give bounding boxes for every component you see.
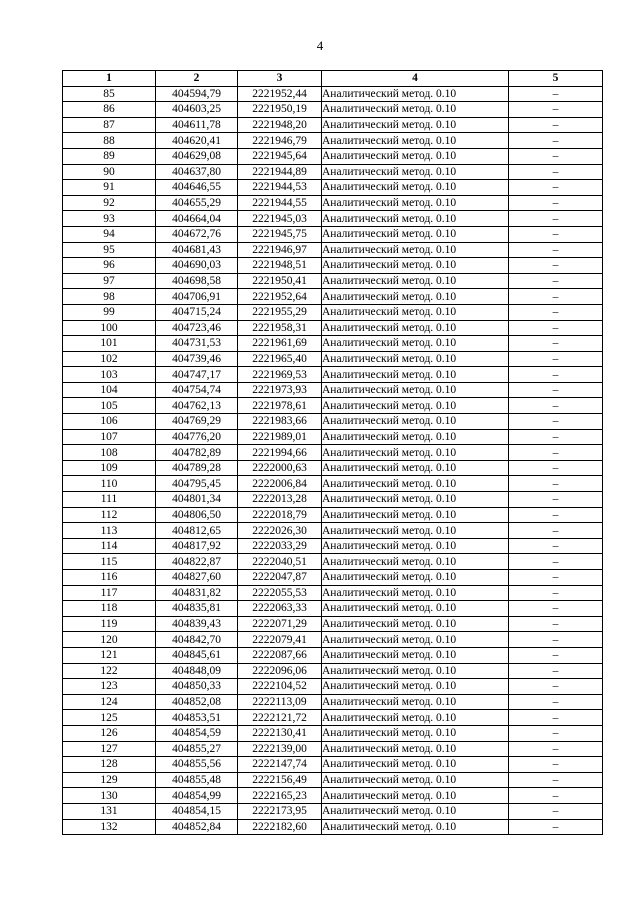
x-coordinate-cell: 404855,27 — [156, 741, 238, 757]
method-cell: Аналитический метод. 0.10 — [322, 289, 509, 305]
x-coordinate-cell: 404762,13 — [156, 398, 238, 414]
point-number-cell: 129 — [63, 772, 156, 788]
method-cell: Аналитический метод. 0.10 — [322, 133, 509, 149]
point-number-cell: 132 — [63, 819, 156, 835]
coordinates-table — [62, 70, 603, 835]
y-coordinate-cell: 2222026,30 — [238, 523, 322, 539]
note-cell: – — [509, 803, 603, 819]
table-row — [63, 289, 603, 305]
page-number: 4 — [316, 38, 324, 53]
note-cell: – — [509, 647, 603, 663]
y-coordinate-cell: 2221945,64 — [238, 148, 322, 164]
y-coordinate-cell: 2222000,63 — [238, 460, 322, 476]
note-cell: – — [509, 367, 603, 383]
point-number-cell: 106 — [63, 414, 156, 430]
point-number-cell: 99 — [63, 304, 156, 320]
point-number-cell: 122 — [63, 663, 156, 679]
y-coordinate-cell: 2221961,69 — [238, 336, 322, 352]
y-coordinate-cell: 2222079,41 — [238, 632, 322, 648]
note-cell: – — [509, 741, 603, 757]
method-cell: Аналитический метод. 0.10 — [322, 507, 509, 523]
x-coordinate-cell: 404848,09 — [156, 663, 238, 679]
note-cell: – — [509, 538, 603, 554]
method-cell: Аналитический метод. 0.10 — [322, 803, 509, 819]
method-cell: Аналитический метод. 0.10 — [322, 476, 509, 492]
point-number-cell: 96 — [63, 258, 156, 274]
method-cell: Аналитический метод. 0.10 — [322, 694, 509, 710]
note-cell: – — [509, 819, 603, 835]
column-header-3: 3 — [238, 71, 322, 87]
point-number-cell: 105 — [63, 398, 156, 414]
point-number-cell: 85 — [63, 86, 156, 102]
note-cell: – — [509, 445, 603, 461]
y-coordinate-cell: 2221958,31 — [238, 320, 322, 336]
note-cell: – — [509, 772, 603, 788]
point-number-cell: 93 — [63, 211, 156, 227]
y-coordinate-cell: 2221955,29 — [238, 304, 322, 320]
note-cell: – — [509, 86, 603, 102]
method-cell: Аналитический метод. 0.10 — [322, 663, 509, 679]
x-coordinate-cell: 404664,04 — [156, 211, 238, 227]
point-number-cell: 88 — [63, 133, 156, 149]
point-number-cell: 108 — [63, 445, 156, 461]
x-coordinate-cell: 404845,61 — [156, 647, 238, 663]
point-number-cell: 107 — [63, 429, 156, 445]
table-row — [63, 741, 603, 757]
method-cell: Аналитический метод. 0.10 — [322, 632, 509, 648]
point-number-cell: 123 — [63, 679, 156, 695]
method-cell: Аналитический метод. 0.10 — [322, 398, 509, 414]
x-coordinate-cell: 404681,43 — [156, 242, 238, 258]
x-coordinate-cell: 404739,46 — [156, 351, 238, 367]
y-coordinate-cell: 2221994,66 — [238, 445, 322, 461]
note-cell: – — [509, 757, 603, 773]
note-cell: – — [509, 476, 603, 492]
table-row — [63, 336, 603, 352]
point-number-cell: 116 — [63, 570, 156, 586]
y-coordinate-cell: 2222104,52 — [238, 679, 322, 695]
column-header-5: 5 — [509, 71, 603, 87]
y-coordinate-cell: 2221945,03 — [238, 211, 322, 227]
method-cell: Аналитический метод. 0.10 — [322, 741, 509, 757]
note-cell: – — [509, 382, 603, 398]
note-cell: – — [509, 460, 603, 476]
x-coordinate-cell: 404817,92 — [156, 538, 238, 554]
x-coordinate-cell: 404822,87 — [156, 554, 238, 570]
point-number-cell: 90 — [63, 164, 156, 180]
y-coordinate-cell: 2222055,53 — [238, 585, 322, 601]
note-cell: – — [509, 148, 603, 164]
note-cell: – — [509, 429, 603, 445]
table-row — [63, 585, 603, 601]
x-coordinate-cell: 404852,08 — [156, 694, 238, 710]
table-row — [63, 476, 603, 492]
x-coordinate-cell: 404715,24 — [156, 304, 238, 320]
y-coordinate-cell: 2222087,66 — [238, 647, 322, 663]
x-coordinate-cell: 404831,82 — [156, 585, 238, 601]
y-coordinate-cell: 2222156,49 — [238, 772, 322, 788]
table-row — [63, 554, 603, 570]
x-coordinate-cell: 404603,25 — [156, 102, 238, 118]
y-coordinate-cell: 2221965,40 — [238, 351, 322, 367]
note-cell: – — [509, 351, 603, 367]
table-row — [63, 367, 603, 383]
note-cell: – — [509, 164, 603, 180]
table-row — [63, 382, 603, 398]
y-coordinate-cell: 2222018,79 — [238, 507, 322, 523]
table-row — [63, 304, 603, 320]
table-row — [63, 647, 603, 663]
method-cell: Аналитический метод. 0.10 — [322, 647, 509, 663]
method-cell: Аналитический метод. 0.10 — [322, 538, 509, 554]
x-coordinate-cell: 404852,84 — [156, 819, 238, 835]
method-cell: Аналитический метод. 0.10 — [322, 616, 509, 632]
method-cell: Аналитический метод. 0.10 — [322, 164, 509, 180]
table-row — [63, 772, 603, 788]
point-number-cell: 125 — [63, 710, 156, 726]
x-coordinate-cell: 404594,79 — [156, 86, 238, 102]
point-number-cell: 95 — [63, 242, 156, 258]
method-cell: Аналитический метод. 0.10 — [322, 382, 509, 398]
table-row — [63, 757, 603, 773]
method-cell: Аналитический метод. 0.10 — [322, 86, 509, 102]
x-coordinate-cell: 404769,29 — [156, 414, 238, 430]
point-number-cell: 103 — [63, 367, 156, 383]
table-row — [63, 429, 603, 445]
y-coordinate-cell: 2222013,28 — [238, 492, 322, 508]
y-coordinate-cell: 2221948,20 — [238, 117, 322, 133]
x-coordinate-cell: 404812,65 — [156, 523, 238, 539]
table-row — [63, 616, 603, 632]
point-number-cell: 121 — [63, 647, 156, 663]
table-row — [63, 86, 603, 102]
point-number-cell: 126 — [63, 725, 156, 741]
y-coordinate-cell: 2221983,66 — [238, 414, 322, 430]
method-cell: Аналитический метод. 0.10 — [322, 585, 509, 601]
point-number-cell: 128 — [63, 757, 156, 773]
table-row — [63, 570, 603, 586]
x-coordinate-cell: 404731,53 — [156, 336, 238, 352]
y-coordinate-cell: 2222147,74 — [238, 757, 322, 773]
x-coordinate-cell: 404646,55 — [156, 180, 238, 196]
note-cell: – — [509, 585, 603, 601]
note-cell: – — [509, 710, 603, 726]
point-number-cell: 113 — [63, 523, 156, 539]
point-number-cell: 131 — [63, 803, 156, 819]
method-cell: Аналитический метод. 0.10 — [322, 211, 509, 227]
point-number-cell: 112 — [63, 507, 156, 523]
x-coordinate-cell: 404855,56 — [156, 757, 238, 773]
y-coordinate-cell: 2222040,51 — [238, 554, 322, 570]
x-coordinate-cell: 404855,48 — [156, 772, 238, 788]
table-row — [63, 226, 603, 242]
point-number-cell: 87 — [63, 117, 156, 133]
table-row — [63, 632, 603, 648]
point-number-cell: 98 — [63, 289, 156, 305]
note-cell: – — [509, 273, 603, 289]
y-coordinate-cell: 2221944,53 — [238, 180, 322, 196]
method-cell: Аналитический метод. 0.10 — [322, 320, 509, 336]
note-cell: – — [509, 679, 603, 695]
table-row — [63, 819, 603, 835]
method-cell: Аналитический метод. 0.10 — [322, 258, 509, 274]
note-cell: – — [509, 336, 603, 352]
method-cell: Аналитический метод. 0.10 — [322, 523, 509, 539]
point-number-cell: 102 — [63, 351, 156, 367]
note-cell: – — [509, 414, 603, 430]
note-cell: – — [509, 632, 603, 648]
table-row — [63, 445, 603, 461]
x-coordinate-cell: 404795,45 — [156, 476, 238, 492]
x-coordinate-cell: 404801,34 — [156, 492, 238, 508]
note-cell: – — [509, 616, 603, 632]
method-cell: Аналитический метод. 0.10 — [322, 492, 509, 508]
table-row — [63, 414, 603, 430]
point-number-cell: 97 — [63, 273, 156, 289]
table-row — [63, 460, 603, 476]
method-cell: Аналитический метод. 0.10 — [322, 788, 509, 804]
method-cell: Аналитический метод. 0.10 — [322, 304, 509, 320]
point-number-cell: 118 — [63, 601, 156, 617]
note-cell: – — [509, 117, 603, 133]
point-number-cell: 120 — [63, 632, 156, 648]
x-coordinate-cell: 404620,41 — [156, 133, 238, 149]
table-row — [63, 538, 603, 554]
note-cell: – — [509, 507, 603, 523]
method-cell: Аналитический метод. 0.10 — [322, 195, 509, 211]
method-cell: Аналитический метод. 0.10 — [322, 429, 509, 445]
table-row — [63, 523, 603, 539]
table-row — [63, 694, 603, 710]
x-coordinate-cell: 404629,08 — [156, 148, 238, 164]
method-cell: Аналитический метод. 0.10 — [322, 757, 509, 773]
note-cell: – — [509, 523, 603, 539]
x-coordinate-cell: 404853,51 — [156, 710, 238, 726]
y-coordinate-cell: 2221946,79 — [238, 133, 322, 149]
point-number-cell: 86 — [63, 102, 156, 118]
point-number-cell: 130 — [63, 788, 156, 804]
y-coordinate-cell: 2221944,89 — [238, 164, 322, 180]
method-cell: Аналитический метод. 0.10 — [322, 445, 509, 461]
note-cell: – — [509, 492, 603, 508]
x-coordinate-cell: 404842,70 — [156, 632, 238, 648]
table-body — [63, 86, 603, 835]
method-cell: Аналитический метод. 0.10 — [322, 242, 509, 258]
table-row — [63, 211, 603, 227]
table-row — [63, 398, 603, 414]
point-number-cell: 124 — [63, 694, 156, 710]
table-row — [63, 507, 603, 523]
table-row — [63, 133, 603, 149]
point-number-cell: 92 — [63, 195, 156, 211]
y-coordinate-cell: 2221952,44 — [238, 86, 322, 102]
table-row — [63, 663, 603, 679]
x-coordinate-cell: 404776,20 — [156, 429, 238, 445]
y-coordinate-cell: 2222071,29 — [238, 616, 322, 632]
table-row — [63, 351, 603, 367]
method-cell: Аналитический метод. 0.10 — [322, 102, 509, 118]
y-coordinate-cell: 2222063,33 — [238, 601, 322, 617]
x-coordinate-cell: 404782,89 — [156, 445, 238, 461]
table-row — [63, 117, 603, 133]
y-coordinate-cell: 2222121,72 — [238, 710, 322, 726]
point-number-cell: 117 — [63, 585, 156, 601]
x-coordinate-cell: 404637,80 — [156, 164, 238, 180]
table-row — [63, 803, 603, 819]
y-coordinate-cell: 2221978,61 — [238, 398, 322, 414]
table-row — [63, 679, 603, 695]
note-cell: – — [509, 788, 603, 804]
note-cell: – — [509, 663, 603, 679]
point-number-cell: 89 — [63, 148, 156, 164]
table-row — [63, 492, 603, 508]
note-cell: – — [509, 694, 603, 710]
table-row — [63, 242, 603, 258]
x-coordinate-cell: 404806,50 — [156, 507, 238, 523]
table-row — [63, 164, 603, 180]
table-row — [63, 725, 603, 741]
point-number-cell: 94 — [63, 226, 156, 242]
method-cell: Аналитический метод. 0.10 — [322, 725, 509, 741]
point-number-cell: 115 — [63, 554, 156, 570]
y-coordinate-cell: 2222006,84 — [238, 476, 322, 492]
y-coordinate-cell: 2222173,95 — [238, 803, 322, 819]
point-number-cell: 111 — [63, 492, 156, 508]
method-cell: Аналитический метод. 0.10 — [322, 819, 509, 835]
x-coordinate-cell: 404854,59 — [156, 725, 238, 741]
x-coordinate-cell: 404839,43 — [156, 616, 238, 632]
note-cell: – — [509, 195, 603, 211]
y-coordinate-cell: 2221969,53 — [238, 367, 322, 383]
y-coordinate-cell: 2222182,60 — [238, 819, 322, 835]
x-coordinate-cell: 404655,29 — [156, 195, 238, 211]
table-row — [63, 601, 603, 617]
y-coordinate-cell: 2221973,93 — [238, 382, 322, 398]
method-cell: Аналитический метод. 0.10 — [322, 226, 509, 242]
y-coordinate-cell: 2221952,64 — [238, 289, 322, 305]
y-coordinate-cell: 2221948,51 — [238, 258, 322, 274]
table-row — [63, 195, 603, 211]
method-cell: Аналитический метод. 0.10 — [322, 679, 509, 695]
method-cell: Аналитический метод. 0.10 — [322, 367, 509, 383]
point-number-cell: 119 — [63, 616, 156, 632]
method-cell: Аналитический метод. 0.10 — [322, 570, 509, 586]
y-coordinate-cell: 2221989,01 — [238, 429, 322, 445]
table-row — [63, 273, 603, 289]
x-coordinate-cell: 404850,33 — [156, 679, 238, 695]
note-cell: – — [509, 226, 603, 242]
note-cell: – — [509, 304, 603, 320]
point-number-cell: 127 — [63, 741, 156, 757]
point-number-cell: 91 — [63, 180, 156, 196]
y-coordinate-cell: 2221950,19 — [238, 102, 322, 118]
method-cell: Аналитический метод. 0.10 — [322, 601, 509, 617]
method-cell: Аналитический метод. 0.10 — [322, 710, 509, 726]
x-coordinate-cell: 404611,78 — [156, 117, 238, 133]
column-header-1: 1 — [63, 71, 156, 87]
point-number-cell: 100 — [63, 320, 156, 336]
table-row — [63, 180, 603, 196]
x-coordinate-cell: 404706,91 — [156, 289, 238, 305]
column-header-4: 4 — [322, 71, 509, 87]
note-cell: – — [509, 289, 603, 305]
note-cell: – — [509, 398, 603, 414]
point-number-cell: 104 — [63, 382, 156, 398]
x-coordinate-cell: 404698,58 — [156, 273, 238, 289]
y-coordinate-cell: 2221945,75 — [238, 226, 322, 242]
y-coordinate-cell: 2221946,97 — [238, 242, 322, 258]
note-cell: – — [509, 601, 603, 617]
y-coordinate-cell: 2222130,41 — [238, 725, 322, 741]
y-coordinate-cell: 2221944,55 — [238, 195, 322, 211]
y-coordinate-cell: 2222113,09 — [238, 694, 322, 710]
note-cell: – — [509, 258, 603, 274]
x-coordinate-cell: 404854,15 — [156, 803, 238, 819]
method-cell: Аналитический метод. 0.10 — [322, 117, 509, 133]
column-header-2: 2 — [156, 71, 238, 87]
table-row — [63, 788, 603, 804]
method-cell: Аналитический метод. 0.10 — [322, 148, 509, 164]
table-row — [63, 710, 603, 726]
point-number-cell: 109 — [63, 460, 156, 476]
x-coordinate-cell: 404789,28 — [156, 460, 238, 476]
note-cell: – — [509, 725, 603, 741]
x-coordinate-cell: 404672,76 — [156, 226, 238, 242]
y-coordinate-cell: 2222096,06 — [238, 663, 322, 679]
method-cell: Аналитический метод. 0.10 — [322, 554, 509, 570]
table-row — [63, 148, 603, 164]
method-cell: Аналитический метод. 0.10 — [322, 351, 509, 367]
x-coordinate-cell: 404723,46 — [156, 320, 238, 336]
method-cell: Аналитический метод. 0.10 — [322, 414, 509, 430]
note-cell: – — [509, 570, 603, 586]
method-cell: Аналитический метод. 0.10 — [322, 460, 509, 476]
method-cell: Аналитический метод. 0.10 — [322, 273, 509, 289]
table-row — [63, 258, 603, 274]
method-cell: Аналитический метод. 0.10 — [322, 336, 509, 352]
table-row — [63, 102, 603, 118]
point-number-cell: 110 — [63, 476, 156, 492]
note-cell: – — [509, 242, 603, 258]
point-number-cell: 114 — [63, 538, 156, 554]
x-coordinate-cell: 404747,17 — [156, 367, 238, 383]
y-coordinate-cell: 2221950,41 — [238, 273, 322, 289]
note-cell: – — [509, 133, 603, 149]
x-coordinate-cell: 404854,99 — [156, 788, 238, 804]
x-coordinate-cell: 404835,81 — [156, 601, 238, 617]
y-coordinate-cell: 2222165,23 — [238, 788, 322, 804]
x-coordinate-cell: 404754,74 — [156, 382, 238, 398]
method-cell: Аналитический метод. 0.10 — [322, 180, 509, 196]
y-coordinate-cell: 2222139,00 — [238, 741, 322, 757]
x-coordinate-cell: 404827,60 — [156, 570, 238, 586]
y-coordinate-cell: 2222033,29 — [238, 538, 322, 554]
note-cell: – — [509, 211, 603, 227]
header-row — [63, 71, 603, 87]
point-number-cell: 101 — [63, 336, 156, 352]
note-cell: – — [509, 554, 603, 570]
note-cell: – — [509, 102, 603, 118]
y-coordinate-cell: 2222047,87 — [238, 570, 322, 586]
method-cell: Аналитический метод. 0.10 — [322, 772, 509, 788]
x-coordinate-cell: 404690,03 — [156, 258, 238, 274]
note-cell: – — [509, 180, 603, 196]
note-cell: – — [509, 320, 603, 336]
table-row — [63, 320, 603, 336]
